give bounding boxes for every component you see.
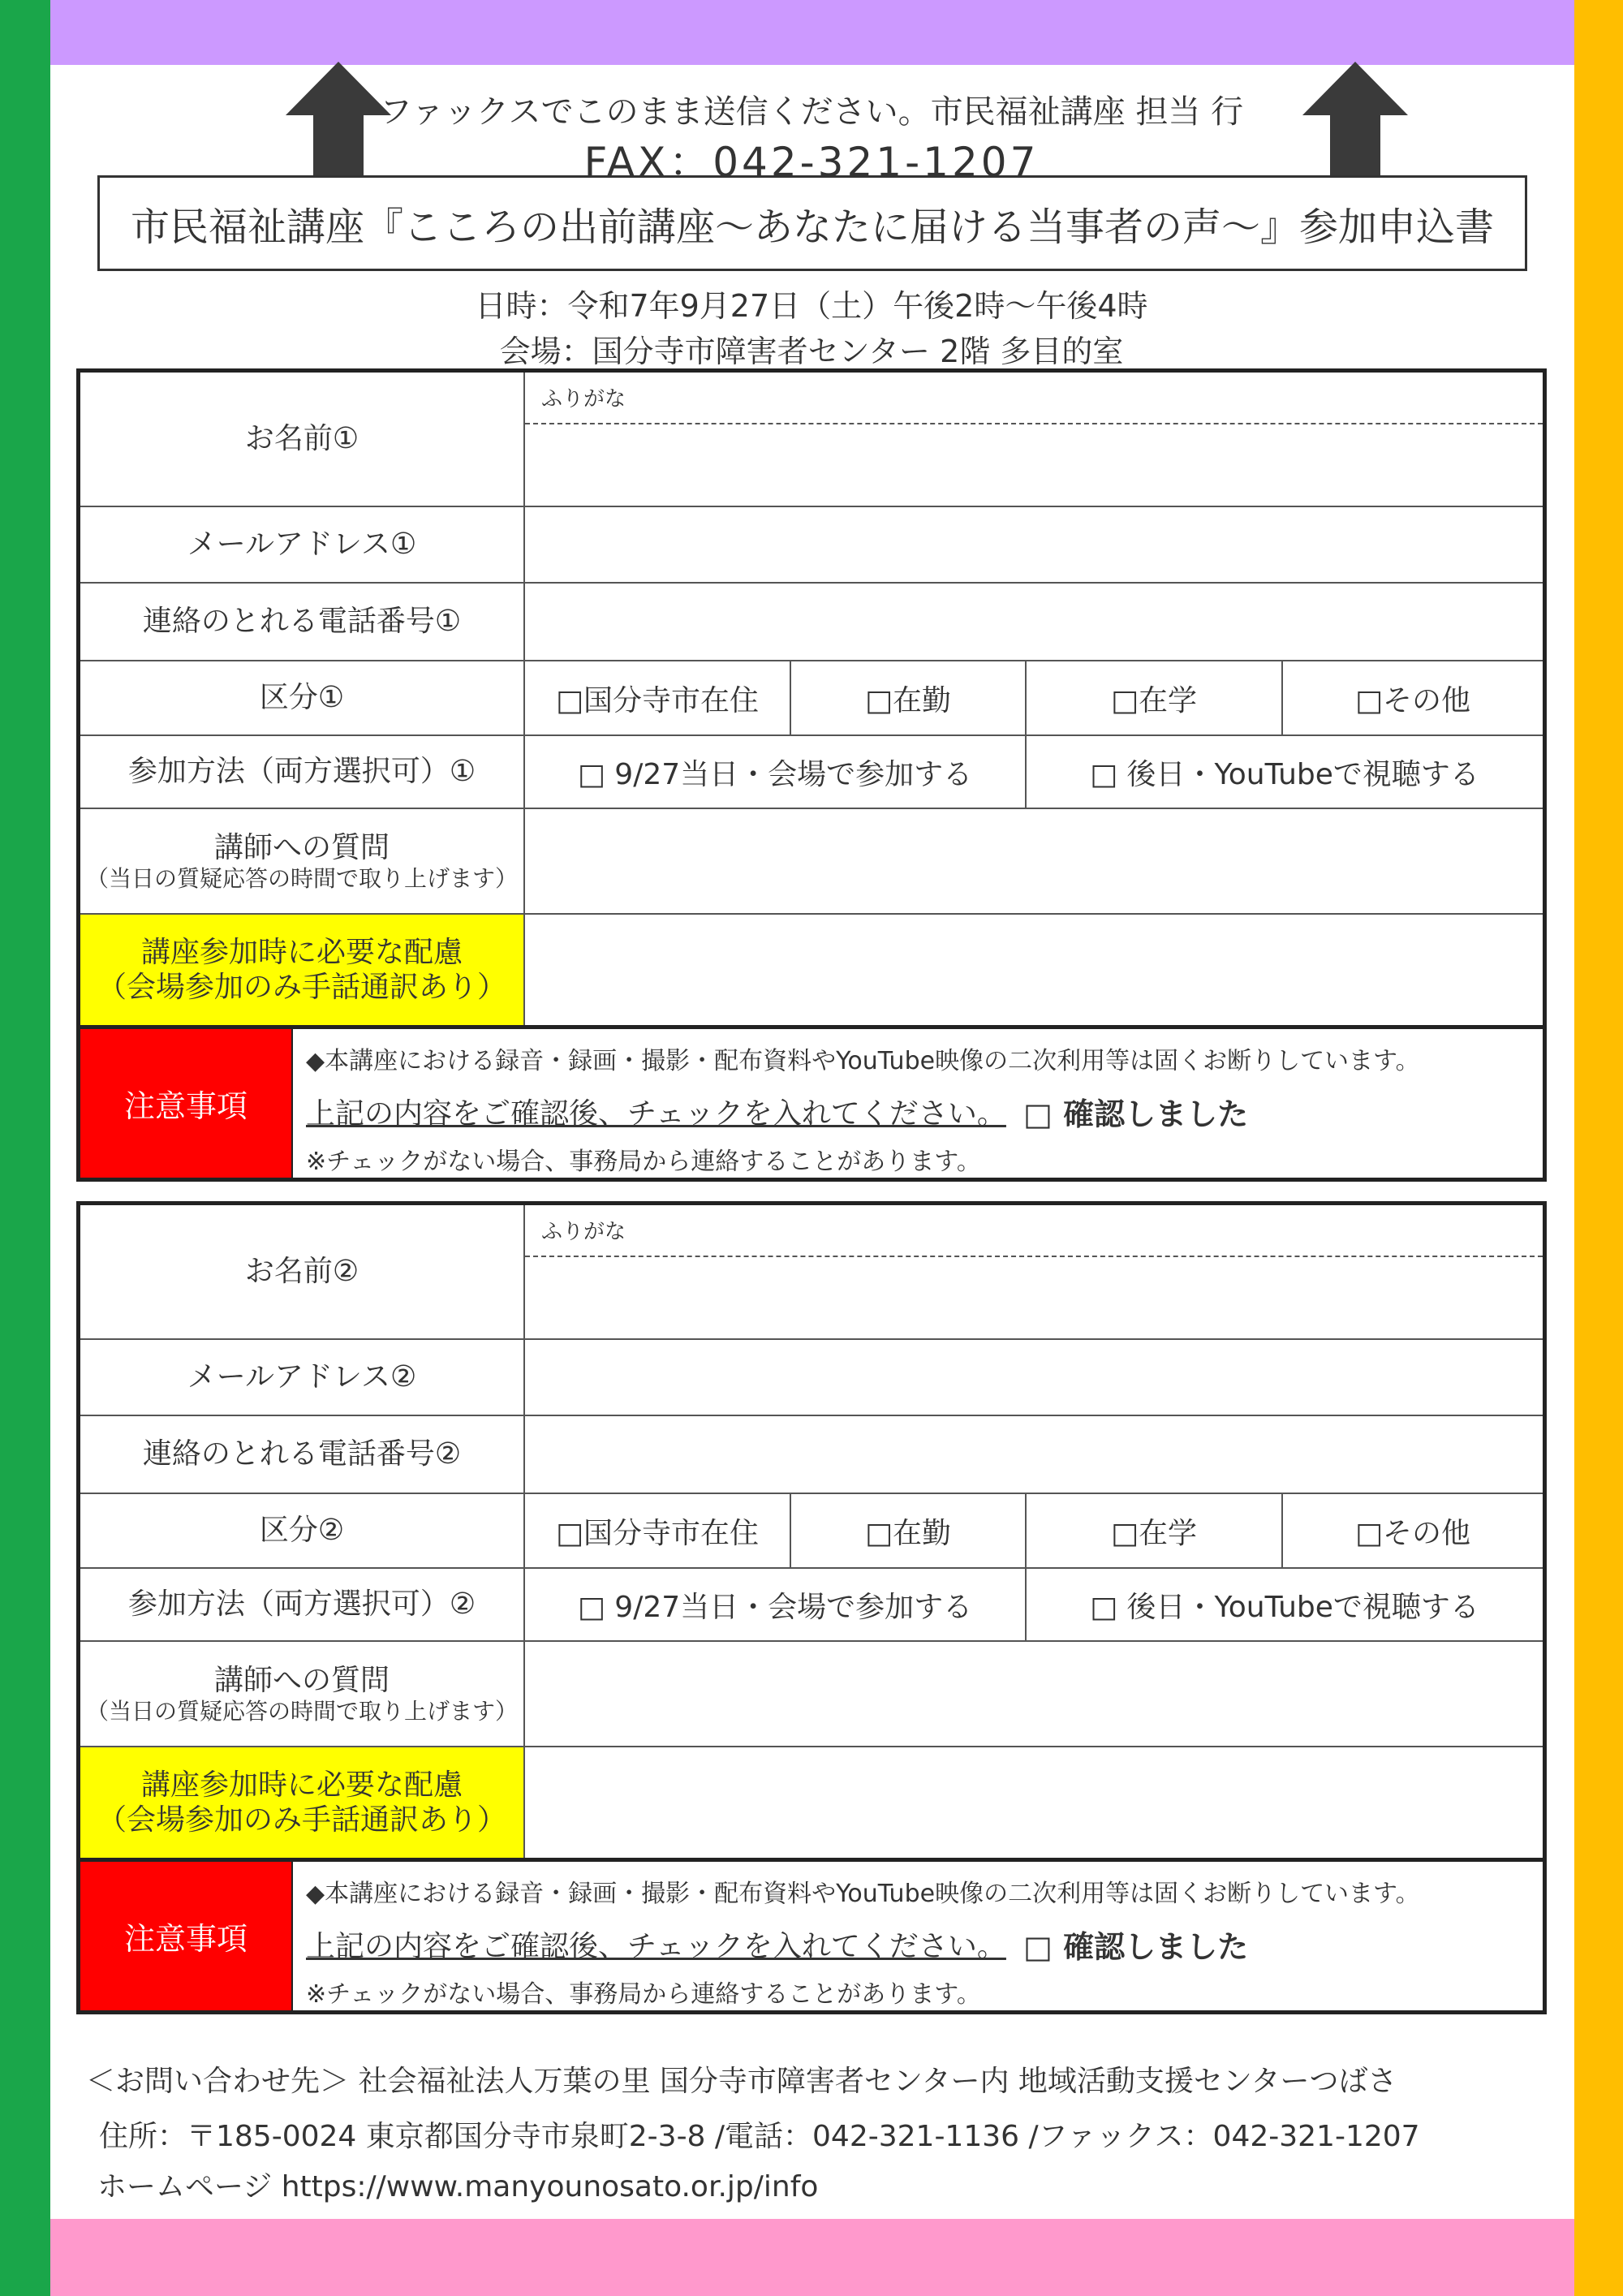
homepage-link[interactable]: ホームページ https://www.manyounosato.or.jp/info	[97, 2170, 819, 2203]
form-title: 市民福祉講座『こころの出前講座～あなたに届ける当事者の声～』参加申込書	[97, 175, 1527, 271]
care-field[interactable]	[525, 915, 1543, 1025]
notes-instruction: 上記の内容をご確認後、チェックを入れてください。	[306, 1097, 1006, 1131]
question-row	[80, 1642, 1543, 1747]
left-color-bar	[0, 0, 50, 2296]
phone-row	[80, 1416, 1543, 1494]
bottom-color-bar	[50, 2219, 1574, 2296]
event-date: 日時：令和7年9月27日（土）午後2時～午後4時	[475, 288, 1148, 324]
notes-prohibition: ◆本講座における録音・録画・撮影・配布資料やYouTube映像の二次利用等は固くお断りしています。	[306, 1047, 1420, 1075]
category-row	[80, 1494, 1543, 1569]
category-resident-checkbox[interactable]: □国分寺市在住	[525, 1494, 791, 1567]
name-field[interactable]	[525, 1257, 1543, 1338]
category-label: 区分①	[80, 661, 525, 734]
method-row	[80, 736, 1543, 809]
category-other-checkbox[interactable]: □その他	[1354, 683, 1470, 717]
phone-row	[80, 584, 1543, 661]
phone-field[interactable]	[525, 1416, 1543, 1493]
question-label: 講師への質問	[213, 830, 390, 864]
method-label: 参加方法（両方選択可）②	[80, 1569, 525, 1640]
category-row	[80, 661, 1543, 736]
right-color-bar	[1574, 0, 1623, 2296]
notes-instruction: 上記の内容をご確認後、チェックを入れてください。	[306, 1930, 1006, 1963]
method-onsite-checkbox[interactable]: □ 9/27当日・会場で参加する	[525, 736, 1027, 808]
notes-label: 注意事項	[80, 1862, 293, 2010]
question-label: 講師への質問	[213, 1663, 390, 1697]
email-row	[80, 1340, 1543, 1416]
question-field[interactable]	[525, 1642, 1543, 1746]
name-field[interactable]	[525, 424, 1543, 506]
name-label: お名前②	[80, 1205, 525, 1338]
question-field[interactable]	[525, 809, 1543, 913]
email-field[interactable]	[525, 507, 1543, 582]
method-youtube-checkbox[interactable]: □ 後日・YouTubeで視聴する	[1090, 757, 1479, 791]
method-row	[80, 1569, 1543, 1642]
email-label: メールアドレス①	[80, 507, 525, 582]
application-form-1	[76, 368, 1547, 1182]
method-youtube-checkbox[interactable]: □ 後日・YouTubeで視聴する	[1090, 1590, 1479, 1624]
notes-warning: ※チェックがない場合、事務局から連絡することがあります。	[306, 1980, 981, 2009]
category-work-checkbox[interactable]: □在勤	[791, 661, 1027, 734]
category-school-checkbox[interactable]: □在学	[1027, 1494, 1283, 1567]
care-note: （会場参加のみ手話通訳あり）	[97, 1803, 506, 1837]
fax-number: FAX：042-321-1207	[583, 139, 1040, 186]
contact-address: 住所：〒185-0024 東京都国分寺市泉町2-3-8 /電話：042-321-1136 /ファックス：042-321-1207	[99, 2120, 1420, 2153]
furigana-field[interactable]: ふりがな	[525, 373, 1543, 424]
care-field[interactable]	[525, 1747, 1543, 1858]
confirm-checkbox[interactable]: □ 確認しました	[1023, 1096, 1249, 1132]
care-label: 講座参加時に必要な配慮	[140, 1768, 463, 1802]
name-row	[80, 373, 1543, 507]
notes-section	[80, 1025, 1543, 1178]
care-row	[80, 1747, 1543, 1858]
care-note: （会場参加のみ手話通訳あり）	[97, 971, 506, 1004]
question-note: （当日の質疑応答の時間で取り上げます）	[85, 864, 518, 892]
name-row	[80, 1205, 1543, 1340]
email-label: メールアドレス②	[80, 1340, 525, 1415]
category-work-checkbox[interactable]: □在勤	[791, 1494, 1027, 1567]
phone-label: 連絡のとれる電話番号①	[80, 584, 525, 660]
method-onsite-checkbox[interactable]: □ 9/27当日・会場で参加する	[525, 1569, 1027, 1640]
email-row	[80, 507, 1543, 584]
notes-prohibition: ◆本講座における録音・録画・撮影・配布資料やYouTube映像の二次利用等は固くお断りしています。	[306, 1880, 1420, 1908]
notes-label: 注意事項	[80, 1029, 293, 1178]
fax-instruction: ファックスでこのまま送信ください。市民福祉講座 担当 行	[379, 93, 1244, 131]
top-color-bar	[50, 0, 1574, 65]
up-arrow-icon	[1302, 62, 1408, 175]
event-venue: 会場：国分寺市障害者センター 2階 多目的室	[499, 334, 1124, 369]
contact-organization: ＜お問い合わせ先＞ 社会福祉法人万葉の里 国分寺市障害者センター内 地域活動支援センターつばさ	[86, 2065, 1397, 2098]
category-other-checkbox[interactable]: □その他	[1354, 1516, 1470, 1550]
question-row	[80, 809, 1543, 915]
notes-warning: ※チェックがない場合、事務局から連絡することがあります。	[306, 1148, 981, 1176]
care-label: 講座参加時に必要な配慮	[140, 935, 463, 969]
application-form-2	[76, 1201, 1547, 2014]
email-field[interactable]	[525, 1340, 1543, 1415]
care-row	[80, 915, 1543, 1025]
method-label: 参加方法（両方選択可）①	[80, 736, 525, 808]
category-resident-checkbox[interactable]: □国分寺市在住	[525, 661, 791, 734]
notes-section	[80, 1858, 1543, 2010]
category-label: 区分②	[80, 1494, 525, 1567]
phone-field[interactable]	[525, 584, 1543, 660]
phone-label: 連絡のとれる電話番号②	[80, 1416, 525, 1493]
name-label: お名前①	[80, 373, 525, 506]
category-school-checkbox[interactable]: □在学	[1027, 661, 1283, 734]
furigana-field[interactable]: ふりがな	[525, 1205, 1543, 1257]
question-note: （当日の質疑応答の時間で取り上げます）	[85, 1697, 518, 1725]
confirm-checkbox[interactable]: □ 確認しました	[1023, 1929, 1249, 1965]
